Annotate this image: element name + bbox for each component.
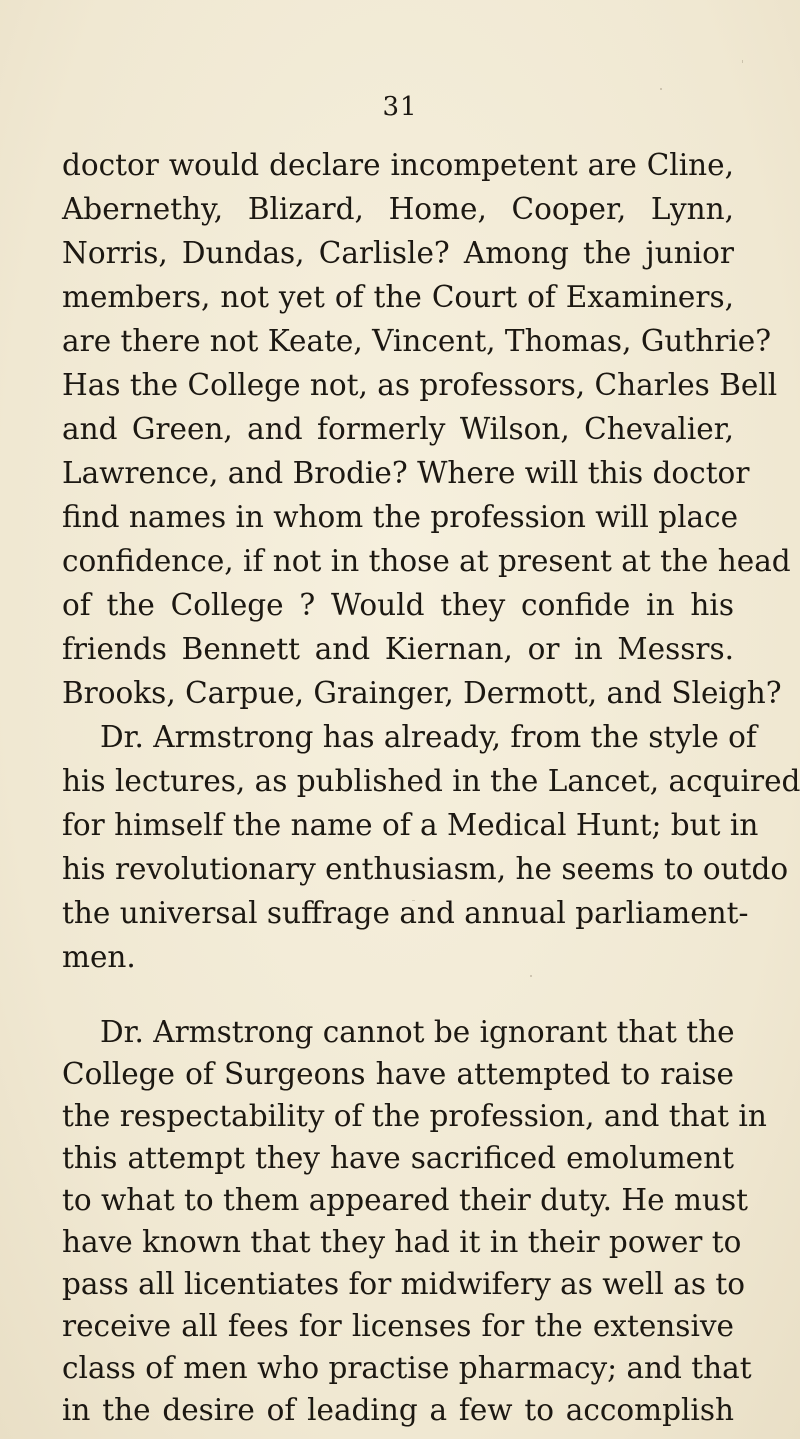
paper-speck [412, 900, 415, 901]
text-line: are there not Keate, Vincent, Thomas, Guthrie? [62, 324, 772, 358]
text-line: Norris, Dundas, Carlisle? Among the junior [62, 236, 734, 270]
text-line: to what to them appeared their duty. He must [62, 1183, 748, 1217]
text-line: College of Surgeons have attempted to raise [62, 1057, 734, 1091]
text-line: of the College ? Would they confide in his [62, 588, 734, 622]
text-line: members, not yet of the Court of Examiners, [62, 280, 734, 314]
text-line: doctor would declare incompetent are Cline, [62, 148, 734, 182]
text-line: this attempt they have sacrificed emolument [62, 1141, 734, 1175]
text-line: receive all fees for licenses for the extensive [62, 1309, 734, 1343]
text-line: Dr. Armstrong cannot be ignorant that the [100, 1015, 735, 1049]
paper-speck [660, 88, 662, 90]
text-line: friends Bennett and Kiernan, or in Messrs. [62, 632, 734, 666]
text-line: men. [62, 940, 136, 974]
text-line: for himself the name of a Medical Hunt; but in [62, 808, 759, 842]
text-line: his revolutionary enthusiasm, he seems to outdo [62, 852, 789, 886]
page-number: 31 [382, 92, 418, 122]
text-line: class of men who practise pharmacy; and that [62, 1351, 752, 1385]
text-line: Brooks, Carpue, Grainger, Dermott, and Sleigh? [62, 676, 782, 710]
text-line: Dr. Armstrong has already, from the style of [100, 720, 757, 754]
text-line: Abernethy, Blizard, Home, Cooper, Lynn, [62, 192, 734, 226]
text-line: and Green, and formerly Wilson, Chevalier, [62, 412, 734, 446]
text-line: have known that they had it in their power to [62, 1225, 742, 1259]
paper-speck [742, 60, 743, 63]
text-line: Has the College not, as professors, Charles Bell [62, 368, 778, 402]
text-line: Lawrence, and Brodie? Where will this doctor [62, 456, 750, 490]
text-line: his lectures, as published in the Lancet, acquired [62, 764, 800, 798]
text-line: confidence, if not in those at present at the head [62, 544, 791, 578]
text-line: the respectability of the profession, and that in [62, 1099, 767, 1133]
paper-speck [530, 975, 532, 977]
text-line: find names in whom the profession will place [62, 500, 739, 534]
text-line: in the desire of leading a few to accomplish [62, 1393, 734, 1427]
text-line: pass all licentiates for midwifery as well as to [62, 1267, 745, 1301]
text-line: the universal suffrage and annual parliament- [62, 896, 749, 930]
